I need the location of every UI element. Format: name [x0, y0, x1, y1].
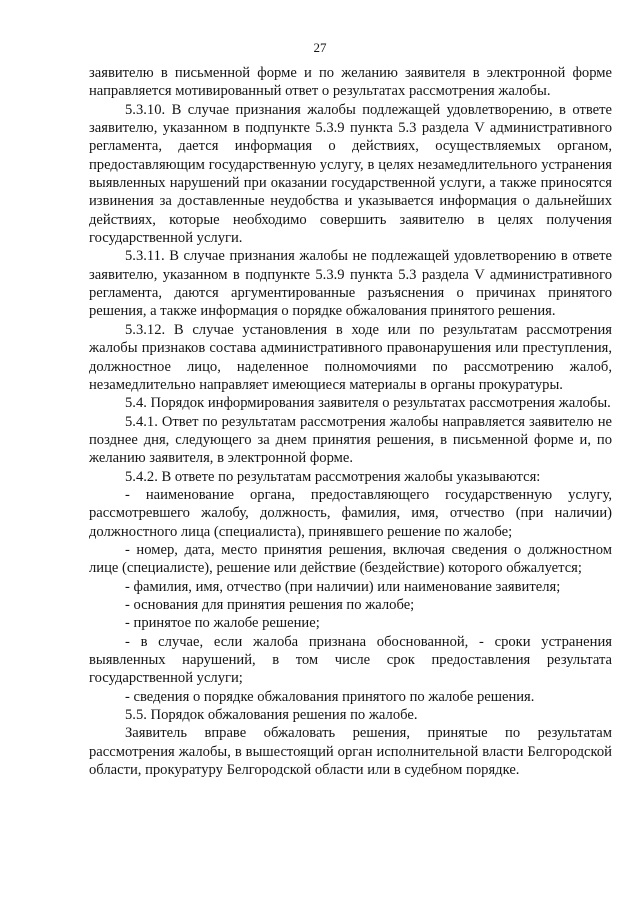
paragraph: заявителю в письменной форме и по желанию заявителя в электронной форме направляется мотивированный ответ о результатах рассмотрения жалобы. [89, 65, 612, 100]
paragraph: - основания для принятия решения по жалобе; [125, 596, 415, 613]
paragraph: Заявитель вправе обжаловать решения, принятые по результатам рассмотрения жалобы, в вышестоящий орган исполнительной власти Белгородской области, прокуратуру Белгородской области или в судебном порядке. [89, 725, 612, 779]
paragraph: 5.5. Порядок обжалования решения по жалобе. [125, 707, 418, 724]
paragraph: - фамилия, имя, отчество (при наличии) или наименование заявителя; [125, 578, 561, 595]
paragraph: 5.4.1. Ответ по результатам рассмотрения жалобы направляется заявителю не позднее дня, следующего за днем принятия решения, в письменной форме и, по желанию заявителя, в электронной форме. [89, 413, 612, 467]
paragraph: - принятое по жалобе решение; [125, 615, 320, 632]
document-body [89, 64, 612, 779]
paragraph: - номер, дата, место принятия решения, включая сведения о должностном лице (специалисте), решение или действие (бездействие) которого обжалуется; [89, 541, 612, 577]
paragraph: - наименование органа, предоставляющего государственную услугу, рассмотревшего жалобу, должность, фамилия, имя, отчество (при наличии) должностного лица (специалиста), принявшего решение по жалобе; [89, 486, 612, 540]
paragraph: 5.4. Порядок информирования заявителя о результатах рассмотрения жалобы. [125, 395, 611, 412]
paragraph: 5.4.2. В ответе по результатам рассмотрения жалобы указываются: [125, 468, 541, 485]
paragraph: 5.3.10. В случае признания жалобы подлежащей удовлетворению, в ответе заявителю, указанном в подпункте 5.3.9 пункта 5.3 раздела V административного регламента, дается информация о действиях, осуществляемых органом, предоставляющим государственную услугу, в целях незамедлительного устранения выявленных нарушений при оказании государственной услуги, а также приносятся извинения за доставленные неудобства и указывается информация о дальнейших действиях, которые необходимо совершить заявителю в целях получения государственной услуги. [89, 101, 612, 247]
paragraph: 5.3.11. В случае признания жалобы не подлежащей удовлетворению в ответе заявителю, указанном в подпункте 5.3.9 пункта 5.3 раздела V административного регламента, даются аргументированные разъяснения о причинах принятого решения, а также информация о порядке обжалования принятого решения. [89, 248, 612, 320]
paragraph: 5.3.12. В случае установления в ходе или по результатам рассмотрения жалобы признаков состава административного правонарушения или преступления, должностное лицо, наделенное полномочиями по рассмотрению жалоб, незамедлительно направляет имеющиеся материалы в органы прокуратуры. [89, 321, 612, 393]
paragraph: - в случае, если жалоба признана обоснованной, - сроки устранения выявленных нарушений, в том числе срок предоставления результата государственной услуги; [89, 633, 612, 687]
page-number: 27 [313, 40, 327, 55]
paragraph: - сведения о порядке обжалования принятого по жалобе решения. [125, 688, 535, 705]
